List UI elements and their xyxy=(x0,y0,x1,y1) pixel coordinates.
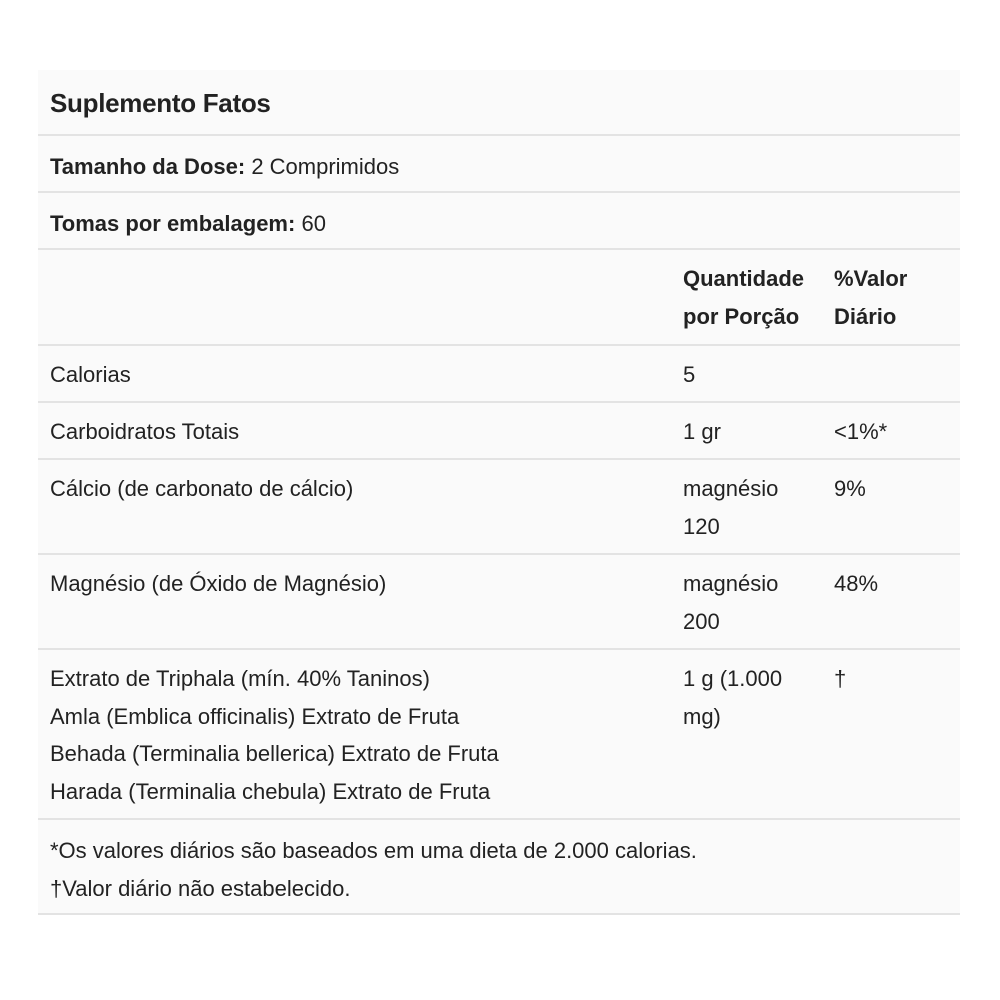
nutrient-name-cell xyxy=(50,565,683,648)
nutrient-dv-cell: 9% xyxy=(834,476,866,501)
nutrient-amount-line: 1 gr xyxy=(683,419,721,444)
nutrient-dv-cell: 48% xyxy=(834,571,879,596)
servings-per-container-value: 60 xyxy=(301,211,326,236)
nutrient-amount-line: magnésio xyxy=(683,476,779,501)
table-row xyxy=(38,403,960,460)
supplement-facts-panel xyxy=(38,70,960,915)
nutrient-dv-cell xyxy=(834,356,948,401)
panel-title: Suplemento Fatos xyxy=(38,70,960,136)
nutrient-name-line: Calorias xyxy=(50,362,131,387)
nutrient-dv-cell: † xyxy=(834,666,847,691)
nutrient-name-line: Harada (Terminalia chebula) Extrato de Fruta xyxy=(50,778,491,804)
header-dv-cell xyxy=(834,260,948,344)
nutrient-amount-line: 200 xyxy=(683,608,720,634)
servings-per-container-label: Tomas por embalagem: xyxy=(50,211,296,236)
table-row xyxy=(38,346,960,403)
header-amount-line: Quantidade xyxy=(683,266,805,291)
nutrient-amount-cell xyxy=(683,470,834,553)
table-row xyxy=(38,460,960,555)
serving-size-label: Tamanho da Dose: xyxy=(50,154,246,179)
nutrient-amount-cell xyxy=(683,413,834,458)
footnotes xyxy=(38,820,960,915)
table-header-row xyxy=(38,250,960,346)
nutrient-amount-cell xyxy=(683,356,834,401)
serving-size-row xyxy=(38,136,960,193)
nutrient-name-cell xyxy=(50,413,683,458)
serving-size-value: 2 Comprimidos xyxy=(251,154,400,179)
header-amount-cell xyxy=(683,260,834,344)
table-row xyxy=(38,555,960,650)
nutrient-name-line: Cálcio (de carbonato de cálcio) xyxy=(50,476,354,501)
nutrient-name-cell xyxy=(50,356,683,401)
nutrient-amount-cell xyxy=(683,565,834,648)
header-name-cell xyxy=(50,260,683,344)
header-amount-line: por Porção xyxy=(683,303,800,329)
nutrient-name-cell xyxy=(50,470,683,553)
servings-per-container-row xyxy=(38,193,960,250)
nutrient-amount-line: 120 xyxy=(683,513,720,539)
nutrient-name-line: Amla (Emblica officinalis) Extrato de Fruta xyxy=(50,703,460,729)
nutrient-name-line: Behada (Terminalia bellerica) Extrato de Fruta xyxy=(50,741,499,766)
nutrient-name-cell xyxy=(50,660,683,818)
footnote-not-established: †Valor diário não estabelecido. xyxy=(50,875,351,901)
header-dv-line: Diário xyxy=(834,303,897,329)
footnote-daily-value: *Os valores diários são baseados em uma dieta de 2.000 calorias. xyxy=(50,838,697,863)
nutrient-name-line: Magnésio (de Óxido de Magnésio) xyxy=(50,571,387,596)
nutrient-amount-cell xyxy=(683,660,834,818)
nutrient-amount-line: 1 g (1.000 xyxy=(683,666,783,691)
header-dv-line: %Valor xyxy=(834,266,908,291)
nutrient-dv-cell: <1%* xyxy=(834,419,888,444)
nutrient-name-line: Extrato de Triphala (mín. 40% Taninos) xyxy=(50,666,430,691)
nutrient-amount-line: mg) xyxy=(683,703,721,729)
nutrient-name-line: Carboidratos Totais xyxy=(50,419,240,444)
nutrient-amount-line: 5 xyxy=(683,362,696,387)
nutrient-amount-line: magnésio xyxy=(683,571,779,596)
table-row xyxy=(38,650,960,820)
